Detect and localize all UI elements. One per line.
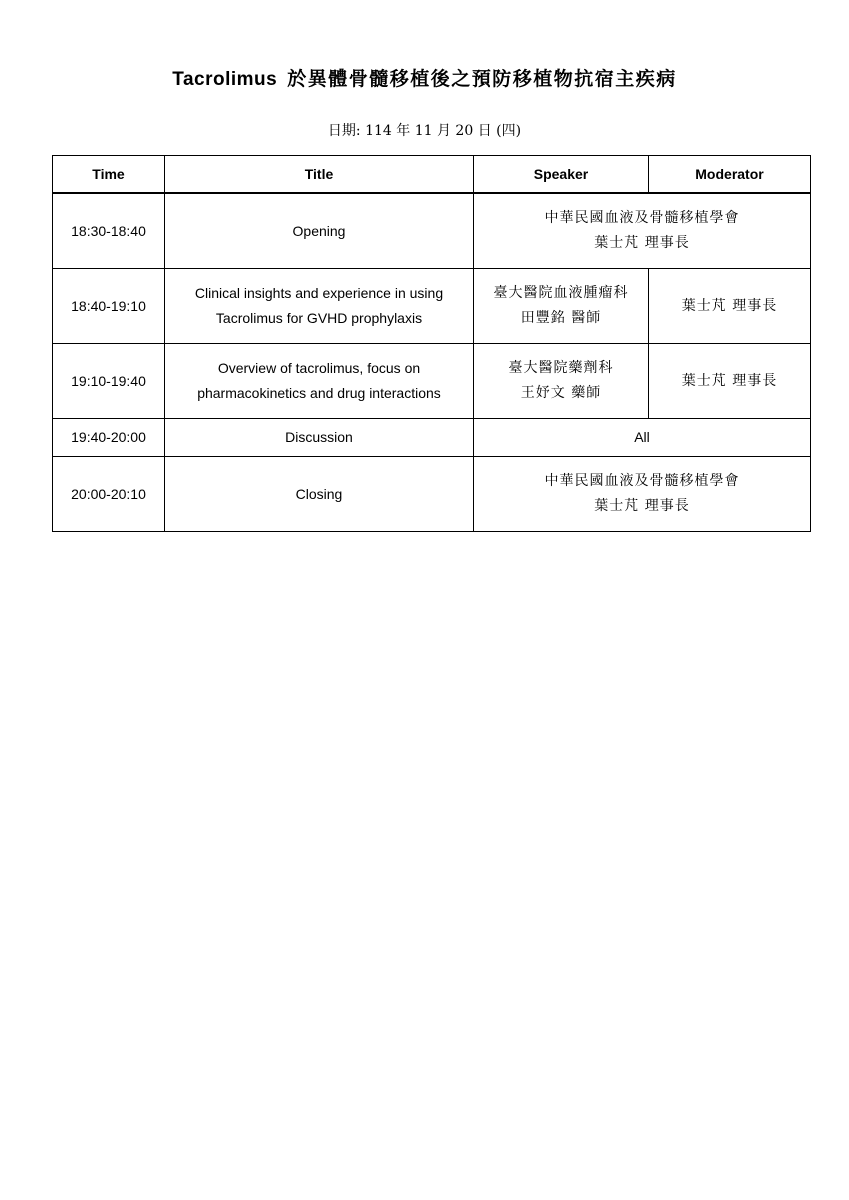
row-speaker <box>474 344 649 419</box>
title-chinese: 於異體骨髓移植後之預防移植物抗宿主疾病 <box>287 68 677 90</box>
table-row <box>53 419 811 457</box>
row-speaker-moderator: All <box>474 419 811 457</box>
title-drug-name: Tacrolimus <box>172 69 278 90</box>
row-title: Opening <box>165 193 474 269</box>
row-time: 19:40-20:00 <box>53 419 165 457</box>
speaker-affiliation: 中華民國血液及骨髓移植學會 <box>544 473 740 489</box>
title-line: pharmacokinetics and drug interactions <box>197 385 441 401</box>
speaker-name: 王妤文 藥師 <box>520 385 602 401</box>
row-speaker-moderator <box>474 193 811 269</box>
speaker-name: 葉士芃 理事長 <box>594 235 690 251</box>
row-time: 18:30-18:40 <box>53 193 165 269</box>
table-row <box>53 193 811 269</box>
row-moderator: 葉士芃 理事長 <box>649 344 811 419</box>
title-line: Tacrolimus for GVHD prophylaxis <box>215 310 423 326</box>
title-line: Overview of tacrolimus, focus on <box>217 360 421 376</box>
schedule-table <box>52 155 811 532</box>
table-row <box>53 344 811 419</box>
row-time: 19:10-19:40 <box>53 344 165 419</box>
row-moderator: 葉士芃 理事長 <box>649 269 811 344</box>
speaker-name: 田豐銘 醫師 <box>520 310 602 326</box>
speaker-name: 葉士芃 理事長 <box>594 498 690 514</box>
row-title: Closing <box>165 457 474 532</box>
row-time: 20:00-20:10 <box>53 457 165 532</box>
table-header-row <box>53 156 811 194</box>
row-title <box>165 344 474 419</box>
row-speaker-moderator <box>474 457 811 532</box>
row-speaker <box>474 269 649 344</box>
speaker-affiliation: 臺大醫院血液腫瘤科 <box>493 285 629 301</box>
table-row <box>53 457 811 532</box>
speaker-affiliation: 臺大醫院藥劑科 <box>508 360 614 376</box>
header-title: Title <box>165 156 474 194</box>
row-time: 18:40-19:10 <box>53 269 165 344</box>
header-moderator: Moderator <box>649 156 811 194</box>
header-speaker: Speaker <box>474 156 649 194</box>
header-time: Time <box>53 156 165 194</box>
table-row <box>53 269 811 344</box>
row-title: Discussion <box>165 419 474 457</box>
row-title <box>165 269 474 344</box>
speaker-affiliation: 中華民國血液及骨髓移植學會 <box>544 210 740 226</box>
event-date: 日期: 114 年 11 月 20 日 (四) <box>327 123 522 139</box>
title-line: Clinical insights and experience in using <box>194 285 444 301</box>
page-title <box>0 64 849 91</box>
